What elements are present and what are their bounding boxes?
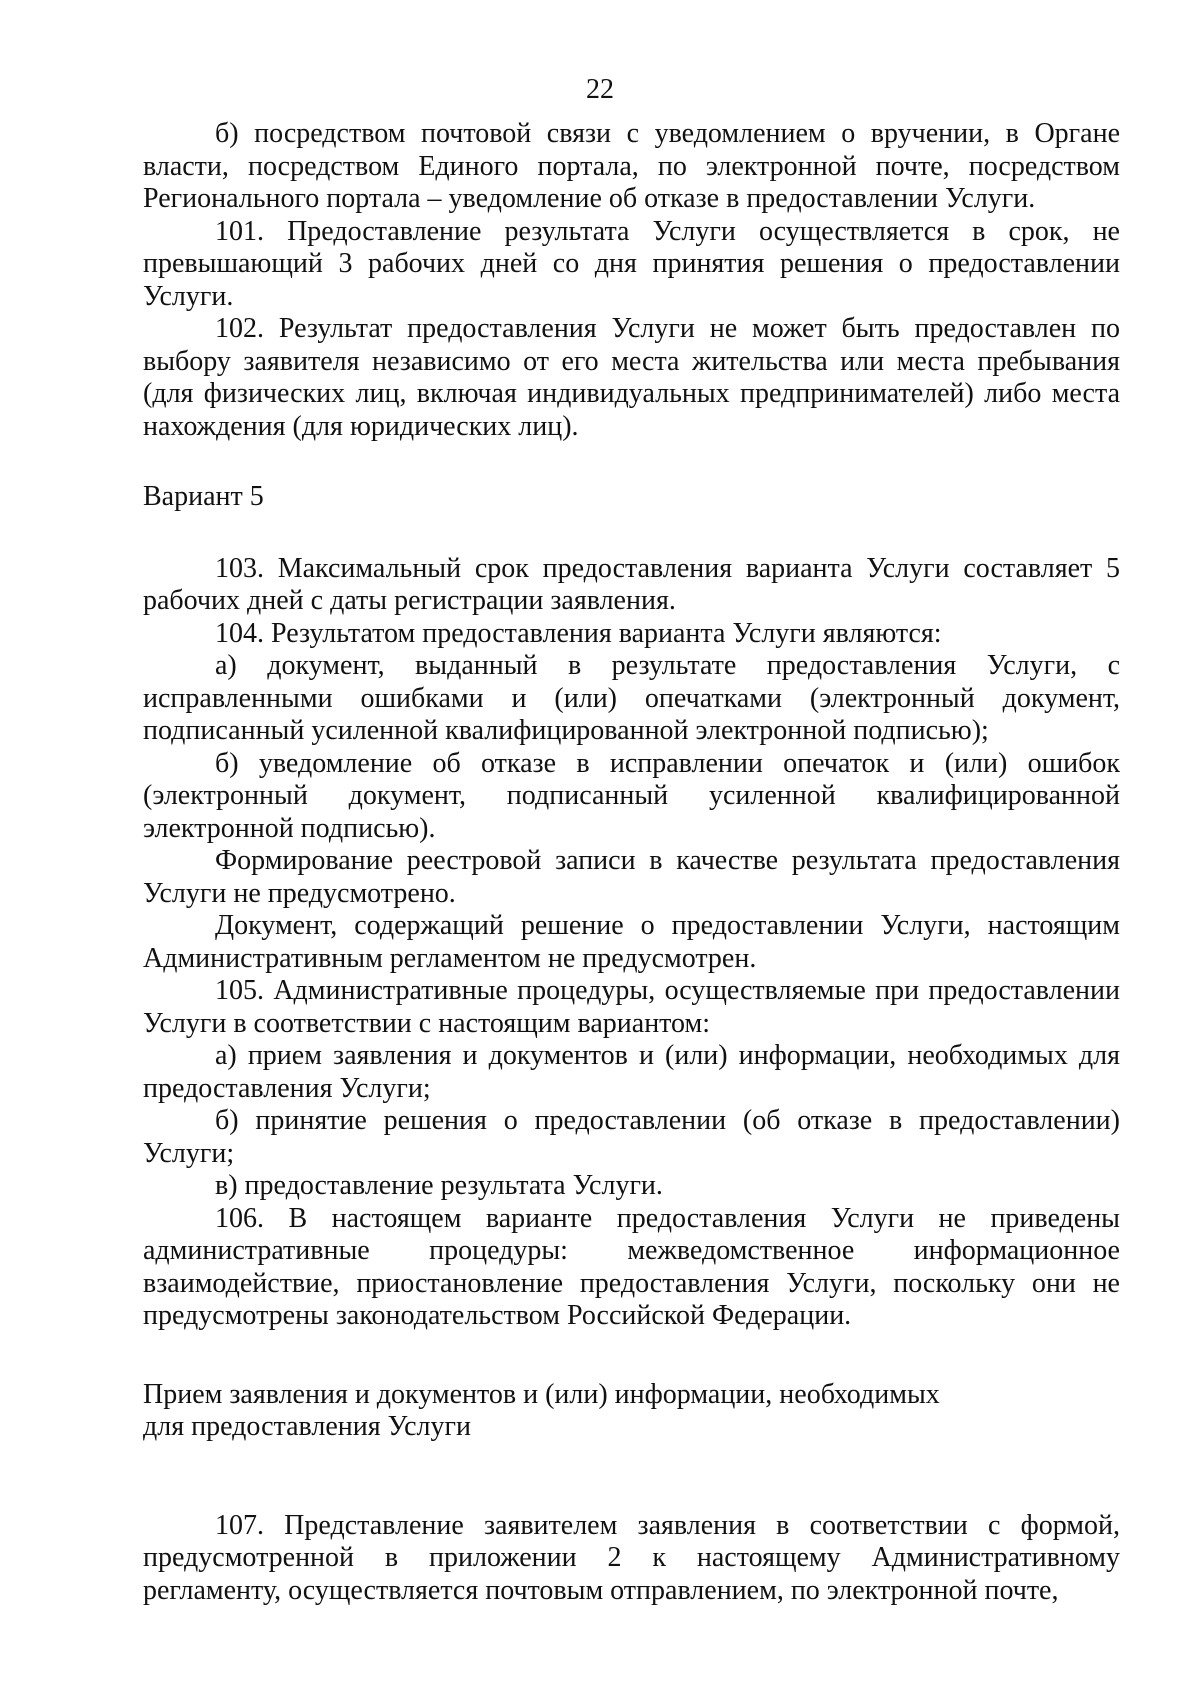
paragraph-101: 101. Предоставление результата Услуги осуществляется в срок, не превышающий 3 рабочих дней со дня принятия решения о предоставлении Услуги.: [143, 215, 1120, 312]
paragraph-105-item-a: а) прием заявления и документов и (или) информации, необходимых для предоставления Услуги;: [143, 1040, 1120, 1104]
paragraph-107: 107. Представление заявителем заявления в соответствии с формой, предусмотренной в приложении 2 к настоящему Административному регламенту, осуществляется почтовым отправлением, по электронной почте,: [143, 1509, 1120, 1606]
paragraph-105-item-v: в) предоставление результата Услуги.: [215, 1170, 663, 1201]
paragraph-item-b-notification: б) посредством почтовой связи с уведомлением о вручении, в Органе власти, посредством Единого портала, по электронной почте, посредством Регионального портала – уведомление об отказе в предоставлении Услуги.: [143, 118, 1120, 214]
section-heading-variant-5: Вариант 5: [143, 481, 264, 512]
paragraph-104-item-b: б) уведомление об отказе в исправлении опечаток и (или) ошибок (электронный документ, подписанный усиленной квалифицированной электронной подписью).: [143, 747, 1120, 844]
paragraph-105: 105. Административные процедуры, осуществляемые при предоставлении Услуги в соответствии с настоящим вариантом:: [143, 975, 1120, 1039]
paragraph-103: 103. Максимальный срок предоставления варианта Услуги составляет 5 рабочих дней с даты регистрации заявления.: [143, 552, 1120, 616]
paragraph-104: 104. Результатом предоставления варианта Услуги являются:: [215, 617, 942, 649]
paragraph-decision-document: Документ, содержащий решение о предоставлении Услуги, настоящим Административным регламентом не предусмотрен.: [143, 910, 1120, 974]
paragraph-104-item-a: а) документ, выданный в результате предоставления Услуги, с исправленными ошибками и (или) опечатками (электронный документ, подписанный усиленной квалифицированной электронной подписью);: [143, 650, 1120, 746]
document-body: [143, 118, 1120, 1607]
section-heading-reception-line-1: Прием заявления и документов и (или) информации, необходимых: [143, 1378, 940, 1410]
paragraph-105-item-b: б) принятие решения о предоставлении (об отказе в предоставлении) Услуги;: [143, 1105, 1120, 1169]
paragraph-102: 102. Результат предоставления Услуги не может быть предоставлен по выбору заявителя независимо от его места жительства или места пребывания (для физических лиц, включая индивидуальных предпринимателей) либо места нахождения (для юридических лиц).: [143, 313, 1120, 442]
paragraph-106: 106. В настоящем варианте предоставления Услуги не приведены административные процедуры: межведомственное информационное взаимодействие, приостановление предоставления Услуги, поскольку они не предусмотрены законодательством Российской Федерации.: [143, 1202, 1120, 1331]
paragraph-registry-record: Формирование реестровой записи в качестве результата предоставления Услуги не предусмотрено.: [143, 845, 1120, 909]
page-number: 22: [586, 74, 614, 105]
section-heading-reception-line-2: для предоставления Услуги: [143, 1411, 471, 1442]
section-heading-reception: [143, 1379, 1120, 1444]
